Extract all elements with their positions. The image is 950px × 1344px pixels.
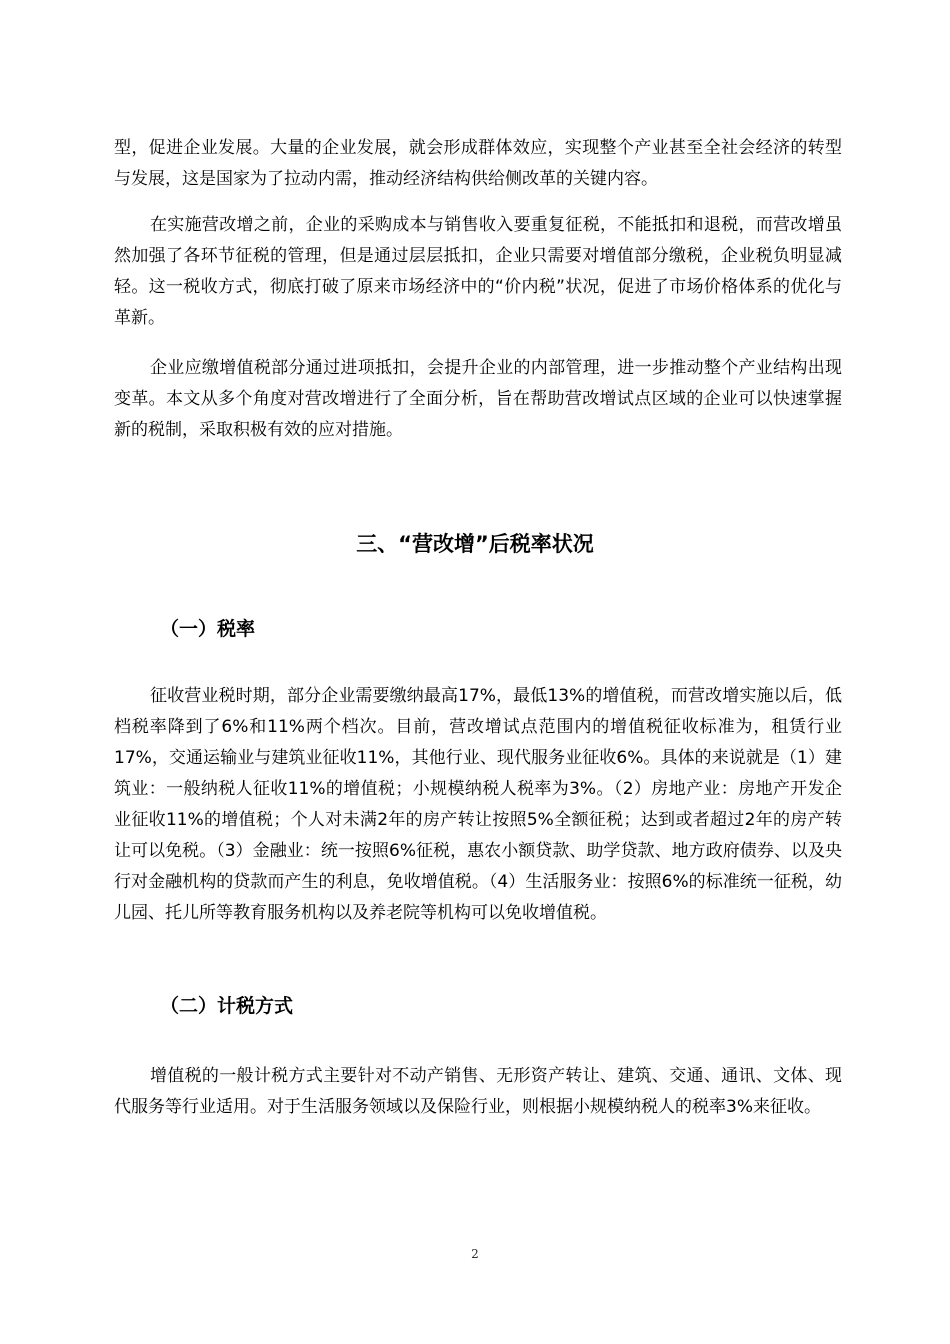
section-title: 三、“营改增”后税率状况	[356, 532, 594, 556]
paragraph-tax-method: 增值税的一般计税方式主要针对不动产销售、无形资产转让、建筑、交通、通讯、文体、现代服务等行业适用。对于生活服务领域以及保险行业，则根据小规模纳税人的税率3%来征收。	[114, 1066, 842, 1117]
page-number: 2	[471, 1247, 479, 1261]
paragraph-input-deduction: 企业应缴增值税部分通过进项抵扣，会提升企业的内部管理，进一步推动整个产业结构出现变革。本文从多个角度对营改增进行了全面分析，旨在帮助营改增试点区域的企业可以快速掌握新的税制，采取积极有效的应对措施。	[114, 358, 842, 440]
paragraph-continuation: 型，促进企业发展。大量的企业发展，就会形成群体效应，实现整个产业甚至全社会经济的转型与发展，这是国家为了拉动内需，推动经济结构供给侧改革的关键内容。	[114, 138, 842, 189]
paragraph-tax-rate: 征收营业税时期，部分企业需要缴纳最高17%，最低13%的增值税，而营改增实施以后，低档税率降到了6%和11%两个档次。目前，营改增试点范围内的增值税征收标准为，租赁行业17%，交通运输业与建筑业征收11%，其他行业、现代服务业征收6%。具体的来说就是（1）建筑业：一般纳税人征收11%的增值税；小规模纳税人税率为3%。（2）房地产业：房地产开发企业征收11%的增值税；个人对未满2年的房产转让按照5%全额征税；达到或者超过2年的房产转让可以免税。（3）金融业：统一按照6%征税，惠农小额贷款、助学贷款、地方政府债券、以及央行对金融机构的贷款而产生的利息，免收增值税。（4）生活服务业：按照6%的标准统一征税，幼儿园、托儿所等教育服务机构以及养老院等机构可以免收增值税。	[114, 686, 842, 923]
paragraph-before-vat-reform: 在实施营改增之前，企业的采购成本与销售收入要重复征税，不能抵扣和退税，而营改增虽然加强了各环节征税的管理，但是通过层层抵扣，企业只需要对增值部分缴税，企业税负明显减轻。这一税收方式，彻底打破了原来市场经济中的“价内税”状况，促进了市场价格体系的优化与革新。	[114, 215, 842, 328]
subsection-title-tax-method: （二）计税方式	[160, 995, 294, 1017]
subsection-title-tax-rate: （一）税率	[160, 618, 256, 640]
